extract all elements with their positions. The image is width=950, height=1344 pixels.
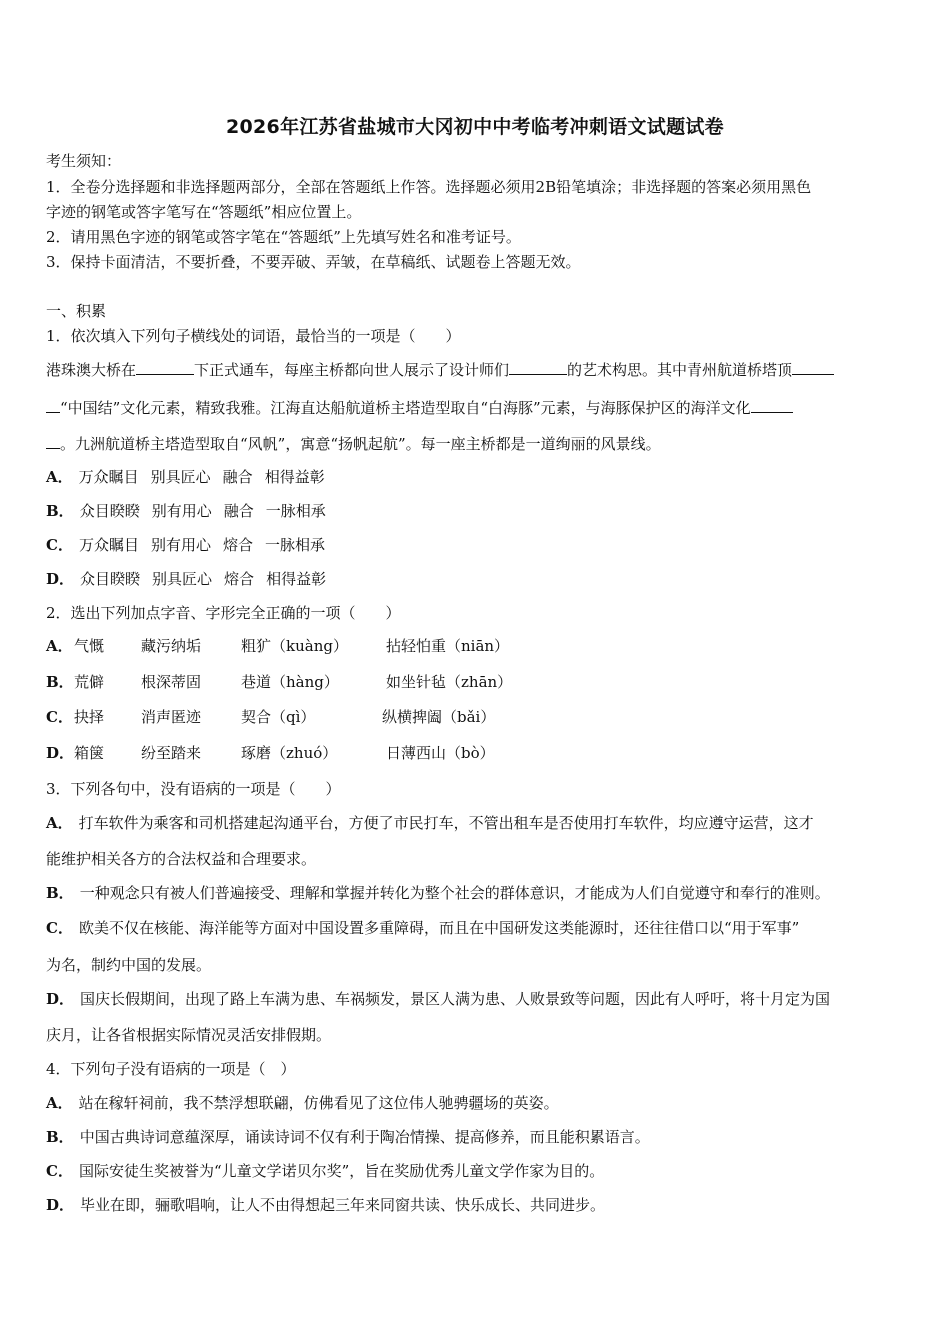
q1-option-a[interactable]: [46, 466, 325, 488]
option-letter: A．: [46, 468, 73, 486]
q1-passage-line-3: [46, 432, 661, 455]
option-text: 打车软件为乘客和司机搭建起沟通平台，方便了市民打车，不管出租车是否使用打车软件，均应遵守运营，这才: [78, 814, 814, 832]
option-part: 别具匠心: [150, 468, 211, 486]
q3-option-a-cont: 能维护相关各方的合法权益和合理要求。: [46, 850, 317, 868]
option-letter: D．: [46, 744, 75, 762]
q1-text: 的艺术构思。其中青州航道桥塔顶: [567, 361, 793, 379]
option-part: 相得益彰: [264, 468, 325, 486]
option-letter: B．: [46, 673, 74, 691]
notice-item-1: 1．全卷分选择题和非选择题两部分，全部在答题纸上作答。选择题必须用2B铅笔填涂；非选择题的答案必须用黑色: [46, 178, 812, 196]
option-text: 国庆长假期间，出现了路上车满为患、车祸频发，景区人满为患、人败景致等问题，因此有人呼吁，将十月定为国: [80, 990, 831, 1008]
option-part: 融合: [222, 468, 253, 486]
q2-option-part: 如坐针毡（zhān）: [386, 673, 513, 691]
q1-stem: 1．依次填入下列句子横线处的词语，最恰当的一项是（ ）: [46, 327, 461, 345]
option-text: 一种观念只有被人们普遍接受、理解和掌握并转化为整个社会的群体意识，才能成为人们自觉遵守和奉行的准则。: [79, 884, 830, 902]
q2-option-part: 抉择: [74, 708, 105, 726]
q4-option-b[interactable]: [46, 1126, 650, 1148]
q1-option-b[interactable]: [46, 500, 326, 522]
fill-blank: [792, 358, 834, 375]
q1-text: 港珠澳大桥在: [46, 361, 137, 379]
section-heading: 一、积累: [46, 302, 107, 320]
option-letter: B．: [46, 884, 74, 902]
option-text: 站在稼轩祠前，我不禁浮想联翩，仿佛看见了这位伟人驰骋疆场的英姿。: [78, 1094, 559, 1112]
q1-passage-line-2: [46, 396, 793, 419]
q3-stem: 3．下列各句中，没有语病的一项是（ ）: [46, 780, 341, 798]
q2-option-part: 纷至踏来: [141, 744, 202, 762]
q3-option-b[interactable]: [46, 882, 830, 904]
fill-blank: [751, 396, 793, 413]
q2-option-part: 荒僻: [74, 673, 105, 691]
q1-option-c[interactable]: [46, 534, 325, 556]
option-part: 万众瞩目: [78, 536, 139, 554]
page-title: 2026年江苏省盐城市大冈初中中考临考冲刺语文试题试卷: [226, 116, 724, 138]
q4-option-c[interactable]: [46, 1160, 604, 1182]
option-letter: A．: [46, 1094, 73, 1112]
fill-blank: [136, 358, 194, 375]
option-part: 别有用心: [151, 502, 212, 520]
option-text: 毕业在即，骊歌唱响，让人不由得想起三年来同窗共读、快乐成长、共同进步。: [80, 1196, 606, 1214]
fill-blank: [46, 432, 60, 449]
q3-option-d-cont: 庆月，让各省根据实际情况灵活安排假期。: [46, 1026, 332, 1044]
option-part: 众目睽睽: [80, 570, 141, 588]
q2-option-part: 根深蒂固: [141, 673, 202, 691]
q2-option-part: 拈轻怕重（niān）: [386, 637, 510, 655]
option-letter: A．: [46, 637, 73, 655]
q2-stem: 2．选出下列加点字音、字形完全正确的一项（ ）: [46, 604, 401, 622]
option-letter: A．: [46, 814, 73, 832]
option-part: 别有用心: [150, 536, 211, 554]
option-letter: D．: [46, 570, 75, 588]
q2-option-part: 气慨: [74, 637, 105, 655]
option-part: 一脉相承: [265, 536, 326, 554]
option-part: 熔合: [222, 536, 253, 554]
option-letter: C．: [46, 708, 73, 726]
option-part: 众目睽睽: [79, 502, 140, 520]
option-part: 一脉相承: [265, 502, 326, 520]
q4-option-a[interactable]: [46, 1092, 559, 1114]
option-text: 国际安徒生奖被誉为“儿童文学诺贝尔奖”，旨在奖励优秀儿童文学作家为目的。: [78, 1162, 605, 1180]
option-letter: C．: [46, 536, 73, 554]
option-text: 中国古典诗词意蕴深厚，诵读诗词不仅有利于陶冶情操、提高修养，而且能积累语言。: [79, 1128, 650, 1146]
q1-text: 。九洲航道桥主塔造型取自“风帆”，寓意“扬帆起航”。每一座主桥都是一道绚丽的风景线。: [60, 435, 661, 453]
option-letter: D．: [46, 1196, 75, 1214]
q2-option-part: 箱箧: [74, 744, 105, 762]
q4-stem: 4．下列句子没有语病的一项是（ ）: [46, 1060, 296, 1078]
q2-option-part: 巷道（hàng）: [241, 673, 339, 691]
option-part: 熔合: [224, 570, 255, 588]
option-part: 相得益彰: [266, 570, 327, 588]
q2-option-part: 琢磨（zhuó）: [241, 744, 338, 762]
q2-option-part: 藏污纳垢: [141, 637, 202, 655]
option-part: 融合: [223, 502, 254, 520]
option-part: 万众瞩目: [78, 468, 139, 486]
option-letter: B．: [46, 1128, 74, 1146]
option-letter: D．: [46, 990, 75, 1008]
notice-item-1-cont: 字迹的钢笔或答字笔写在“答题纸”相应位置上。: [46, 203, 362, 221]
q2-option-part: 纵横捭阖（bǎi）: [382, 708, 496, 726]
option-letter: C．: [46, 919, 73, 937]
fill-blank: [46, 396, 60, 413]
q2-option-part: 契合（qì）: [241, 708, 316, 726]
q2-option-part: 粗犷（kuàng）: [241, 637, 348, 655]
notice-heading: 考生须知：: [46, 152, 122, 170]
q1-passage-line-1: [46, 358, 834, 381]
q4-option-d[interactable]: [46, 1194, 605, 1216]
q3-option-d[interactable]: [46, 988, 830, 1010]
q2-option-part: 日薄西山（bò）: [386, 744, 495, 762]
q3-option-c[interactable]: [46, 917, 799, 939]
q1-text: “中国结”文化元素，精致我雅。江海直达船航道桥主塔造型取自“白海豚”元素，与海豚保护区的海洋文化: [60, 399, 751, 417]
fill-blank: [509, 358, 567, 375]
q1-text: 下正式通车，每座主桥都向世人展示了设计师们: [194, 361, 510, 379]
notice-item-2: 2．请用黑色字迹的钢笔或答字笔在“答题纸”上先填写姓名和准考证号。: [46, 228, 521, 246]
option-letter: C．: [46, 1162, 73, 1180]
q1-option-d[interactable]: [46, 568, 326, 590]
q3-option-c-cont: 为名，制约中国的发展。: [46, 956, 212, 974]
notice-item-3: 3．保持卡面清洁，不要折叠，不要弄破、弄皱，在草稿纸、试题卷上答题无效。: [46, 253, 581, 271]
q3-option-a[interactable]: [46, 812, 814, 834]
option-text: 欧美不仅在核能、海洋能等方面对中国设置多重障碍，而且在中国研发这类能源时，还往往借口以“用于军事”: [78, 919, 800, 937]
q2-option-part: 消声匿迹: [141, 708, 202, 726]
option-part: 别具匠心: [152, 570, 213, 588]
option-letter: B．: [46, 502, 74, 520]
